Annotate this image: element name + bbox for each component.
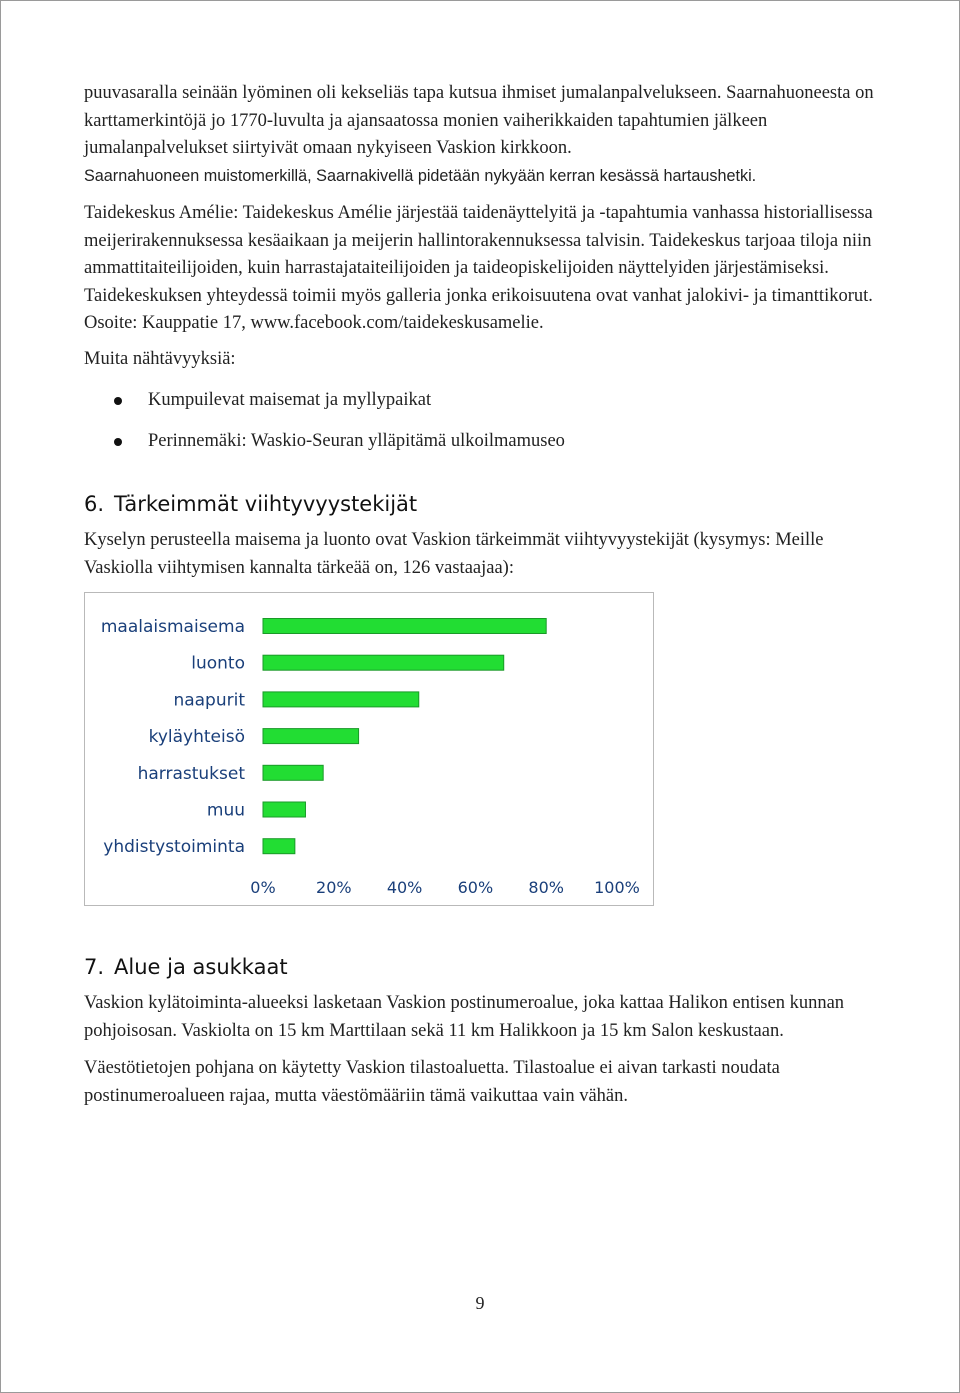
page-number: 9 [475, 1293, 485, 1313]
category-label: kyläyhteisö [148, 727, 245, 748]
bar-chart-svg [85, 593, 653, 905]
x-tick-label: 80% [528, 878, 564, 897]
section-7-heading: 7. Alue ja asukkaat [84, 955, 288, 979]
bullet-icon [114, 438, 122, 446]
category-label: luonto [191, 653, 245, 674]
bullet-icon [114, 397, 122, 405]
category-label: maalaismaisema [100, 617, 245, 637]
bar [263, 839, 295, 854]
list-item: Perinnemäki: Waskio-Seuran ylläpitämä ulkoilmamuseo [84, 428, 884, 456]
section-6-paragraph: Kyselyn perusteella maisema ja luonto ovat Vaskion tärkeimmät viihtyvyystekijät (kysymys: Meille Vaskiolla viihtymisen kannalta tärkeää on, 126 vastaajaa): [84, 530, 824, 578]
category-label: naapurit [173, 690, 245, 711]
bar [263, 655, 504, 670]
section-7-paragraph-2: Väestötietojen pohjana on käytetty Vaskion tilastoaluetta. Tilastoalue ei aivan tarkasti noudata postinumeroalueen rajaa, mutta väestömääriin tämä vaikuttaa vain vähän. [84, 1058, 780, 1106]
amelie-paragraph: Taidekeskus Amélie: Taidekeskus Amélie järjestää taidenäyttelyitä ja -tapahtumia vanhassa historiallisessa meijerirakennuksessa kesäaikaan ja meijerin hallintorakennuksessa talvisin. Taidekeskus tarjoaa tiloja niin ammattitaiteilijoiden, kuin harrastajataiteilijoiden ja taideopiskelijoiden näyttelyiden järjestämiseksi. Taidekeskuksen yhteydessä toimii myös galleria jonka erikoisuutena ovat vanhat jalokivi- ja timanttikorut. Osoite: Kauppatie 17, www.facebook.com/taidekeskusamelie. [84, 203, 873, 333]
x-tick-label: 40% [386, 878, 423, 897]
intro-sans-line: Saarnahuoneen muistomerkillä, Saarnakivellä pidetään nykyään kerran kesässä hartaushetki. [84, 166, 757, 185]
category-label: harrastukset [137, 763, 245, 784]
bar [263, 619, 546, 634]
x-tick-label: 20% [316, 878, 352, 897]
intro-paragraph: puuvasaralla seinään lyöminen oli kekseliäs tapa kutsua ihmiset jumalanpalvelukseen. Saarnahuoneesta on karttamerkintöjä jo 1770-luvulta ja ajansaatossa monien vaiherikkaiden tapahtumien jälkeen jumalanpalvelukset siirtyivät omaan nykyiseen Vaskion kirkkoon. [84, 83, 874, 158]
section-6-heading: 6. Tärkeimmät viihtyvyystekijät [84, 492, 418, 516]
document-body [84, 80, 884, 1110]
bar [263, 692, 419, 707]
category-label: muu [206, 800, 245, 821]
bar [263, 802, 305, 817]
sights-list [84, 387, 884, 455]
list-item: Kumpuilevat maisemat ja myllypaikat [84, 387, 884, 415]
x-tick-label: 0% [250, 878, 276, 897]
section-7-paragraph-1: Vaskion kylätoiminta-alueeksi lasketaan Vaskion postinumeroalue, joka kattaa Halikon entisen kunnan pohjoisosan. Vaskiolta on 15 km Marttilaan sekä 11 km Halikkoon ja 15 km Salon keskustaan. [84, 993, 845, 1041]
sights-label: Muita nähtävyyksiä: [84, 348, 236, 369]
x-tick-label: 60% [457, 878, 494, 897]
chart [84, 592, 654, 906]
x-tick-label: 100% [594, 878, 640, 897]
bar [263, 765, 323, 780]
category-label: yhdistystoiminta [103, 837, 245, 858]
bar [263, 729, 359, 744]
